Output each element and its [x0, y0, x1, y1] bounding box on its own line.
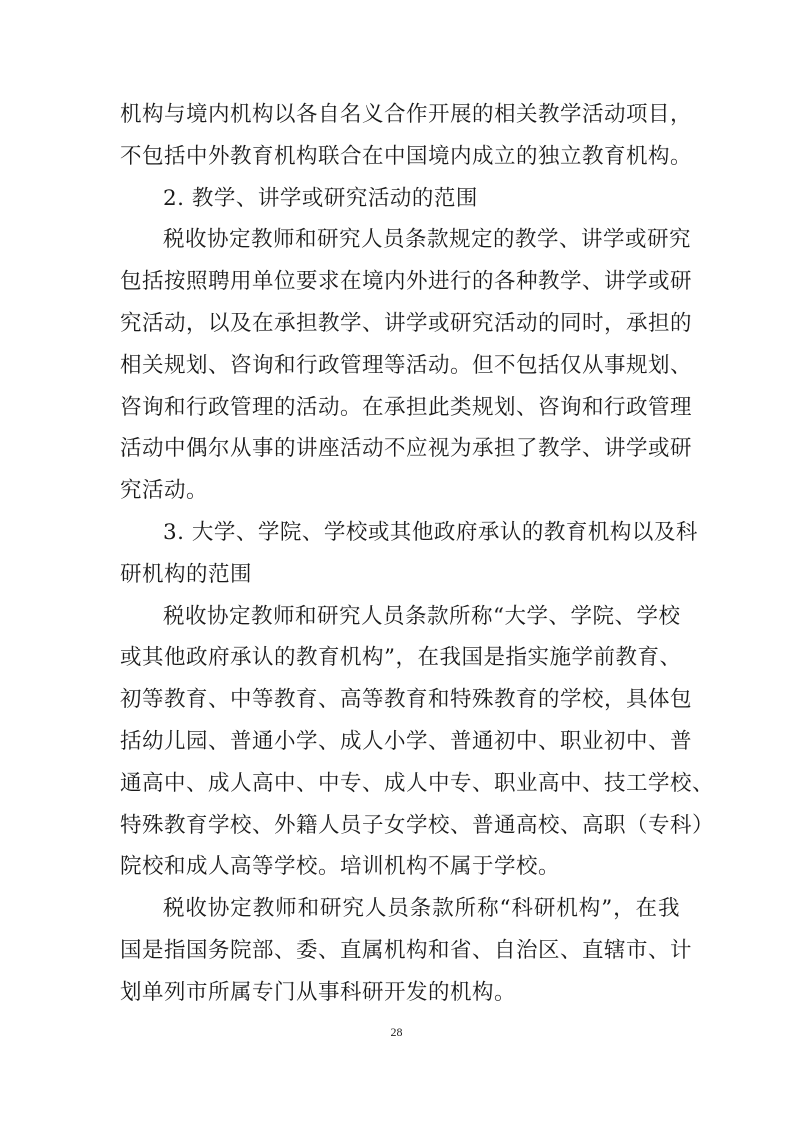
- text-line: 划单列市所属专门从事科研开发的机构。: [120, 979, 517, 1005]
- text-line: 相关规划、咨询和行政管理等活动。但不包括仅从事规划、: [120, 352, 693, 378]
- section-heading-3: 3. 大学、学院、学校或其他政府承认的教育机构以及科: [163, 519, 698, 545]
- text-line: 特殊教育学校、外籍人员子女学校、普通高校、高职（专科）: [120, 812, 715, 838]
- text-line: 国是指国务院部、委、直属机构和省、自治区、直辖市、计: [120, 937, 693, 963]
- text-line: 初等教育、中等教育、高等教育和特殊教育的学校，具体包: [120, 687, 693, 713]
- text-line: 税收协定教师和研究人员条款规定的教学、讲学或研究: [163, 227, 692, 253]
- text-line: 通高中、成人高中、中专、成人中专、职业高中、技工学校、: [120, 770, 715, 796]
- text-line: 院校和成人高等学校。培训机构不属于学校。: [120, 854, 561, 880]
- text-line: 机构与境内机构以各自名义合作开展的相关教学活动项目，: [120, 102, 693, 127]
- text-line: 税收协定教师和研究人员条款所称“大学、学院、学校: [163, 603, 681, 629]
- body-text: [120, 94, 715, 1014]
- text-line: 括幼儿园、普通小学、成人小学、普通初中、职业初中、普: [120, 728, 693, 754]
- section-heading-3-continued: 研机构的范围: [120, 561, 253, 587]
- page-number: 28: [390, 1025, 403, 1039]
- text-line: 税收协定教师和研究人员条款所称“科研机构”，在我: [163, 896, 680, 922]
- section-heading-2: 2. 教学、讲学或研究活动的范围: [163, 185, 478, 211]
- text-line: 或其他政府承认的教育机构”，在我国是指实施学前教育、: [120, 645, 682, 671]
- text-line: 不包括中外教育机构联合在中国境内成立的独立教育机构。: [120, 143, 693, 169]
- text-line: 咨询和行政管理的活动。在承担此类规划、咨询和行政管理: [120, 394, 693, 420]
- text-line: 究活动。: [120, 478, 209, 504]
- text-line: 究活动，以及在承担教学、讲学或研究活动的同时，承担的: [120, 310, 693, 336]
- text-line: 包括按照聘用单位要求在境内外进行的各种教学、讲学或研: [120, 269, 693, 295]
- text-line: 活动中偶尔从事的讲座活动不应视为承担了教学、讲学或研: [120, 436, 693, 462]
